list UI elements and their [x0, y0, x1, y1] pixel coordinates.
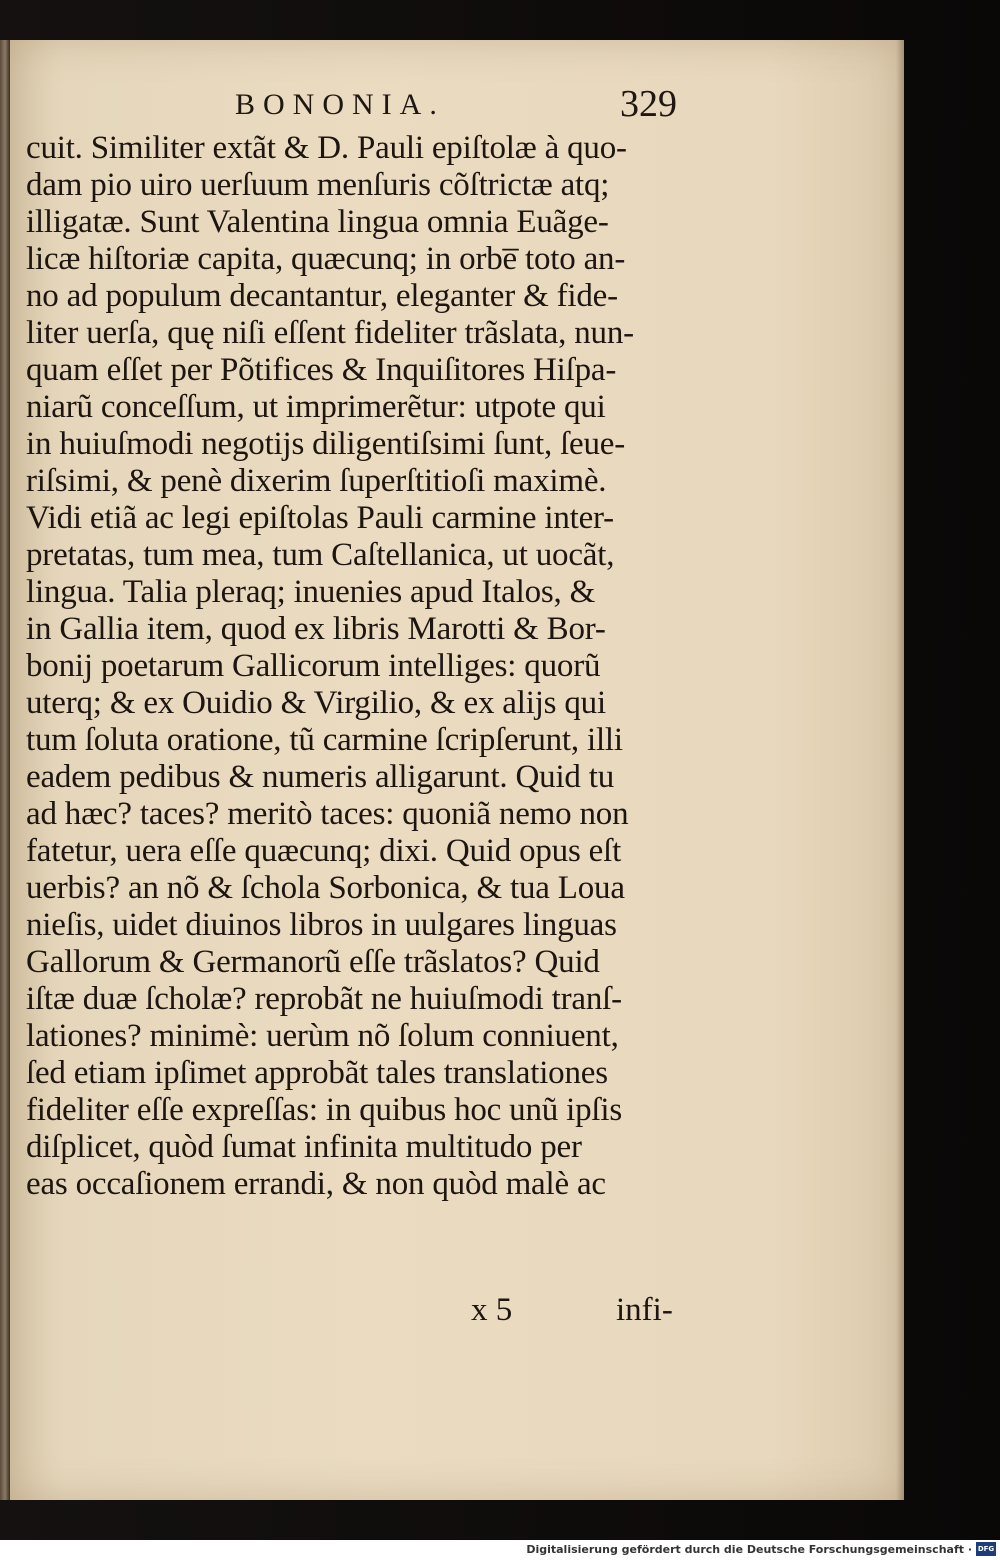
text-line: lingua. Talia pleraq; inuenies apud Italos, &: [26, 574, 596, 610]
text-line: fideliter eſſe expreſſas: in quibus hoc unũ ipſis: [26, 1092, 622, 1128]
text-line: cuit. Similiter extãt & D. Pauli epiſtolæ à quo-: [26, 130, 627, 166]
text-line: fatetur, uera eſſe quæcunq; dixi. Quid opus eſt: [26, 833, 622, 869]
text-line: ſed etiam ipſimet approbãt tales translationes: [26, 1055, 608, 1091]
book-page: [10, 40, 904, 1500]
text-line: lationes? minimè: uerùm nõ ſolum conniuent,: [26, 1018, 619, 1054]
text-line: eadem pedibus & numeris alligarunt. Quid tu: [26, 759, 615, 795]
running-head: BONONIA.: [235, 88, 445, 121]
text-line: pretatas, tum mea, tum Caſtellanica, ut uocãt,: [26, 537, 615, 573]
text-line: in Gallia item, quod ex libris Marotti & Bor-: [26, 611, 606, 647]
text-line: quam eſſet per Põtifices & Inquiſitores Hiſpa-: [26, 352, 617, 388]
text-line: eas occaſionem errandi, & non quòd malè ac: [26, 1166, 606, 1202]
body-text: [26, 130, 706, 1203]
page-edge-shadow: [896, 40, 904, 1500]
dfg-logo-icon: DFG: [976, 1542, 996, 1556]
catchline: [26, 1292, 706, 1332]
text-line: dam pio uiro uerſuum menſuris cõſtrictæ atq;: [26, 167, 610, 203]
text-line: nieſis, uidet diuinos libros in uulgares linguas: [26, 907, 617, 943]
footer-bar: [0, 1540, 1000, 1560]
text-line: in huiuſmodi negotijs diligentiſsimi ſunt, ſeue-: [26, 426, 626, 462]
text-line: liter uerſa, quę niſi eſſent fideliter trãslata, nun-: [26, 315, 634, 351]
text-line: Gallorum & Germanorũ eſſe trãslatos? Quid: [26, 944, 600, 980]
text-line: ad hæc? taces? meritò taces: quoniã nemo non: [26, 796, 629, 832]
text-line: licæ hiſtoriæ capita, quæcunq; in orbe̅ toto an-: [26, 241, 626, 277]
text-line: uterq; & ex Ouidio & Virgilio, & ex alijs qui: [26, 685, 606, 721]
text-line: bonij poetarum Gallicorum intelliges: quorũ: [26, 648, 601, 684]
book-spine-edge: [0, 40, 10, 1500]
funding-credit: Digitalisierung gefördert durch die Deutsche Forschungsgemeinschaft ·: [526, 1543, 972, 1556]
text-line: riſsimi, & penè dixerim ſuperſtitioſi maximè.: [26, 463, 607, 499]
text-line: iſtæ duæ ſcholæ? reprobãt ne huiuſmodi tranſ-: [26, 981, 622, 1017]
text-line: uerbis? an nõ & ſchola Sorbonica, & tua Loua: [26, 870, 625, 906]
text-line: illigatæ. Sunt Valentina lingua omnia Euãge-: [26, 204, 609, 240]
text-line: niarũ conceſſum, ut imprimerẽtur: utpote qui: [26, 389, 606, 425]
text-line: Vidi etiã ac legi epiſtolas Pauli carmine inter-: [26, 500, 614, 536]
text-line: tum ſoluta oratione, tũ carmine ſcripſerunt, illi: [26, 722, 623, 758]
signature-mark: x 5: [471, 1292, 513, 1328]
text-line: diſplicet, quòd ſumat infinita multitudo per: [26, 1129, 582, 1165]
catchword: infi-: [616, 1292, 673, 1328]
text-line: no ad populum decantantur, eleganter & fide-: [26, 278, 618, 314]
page-number: 329: [620, 83, 677, 125]
